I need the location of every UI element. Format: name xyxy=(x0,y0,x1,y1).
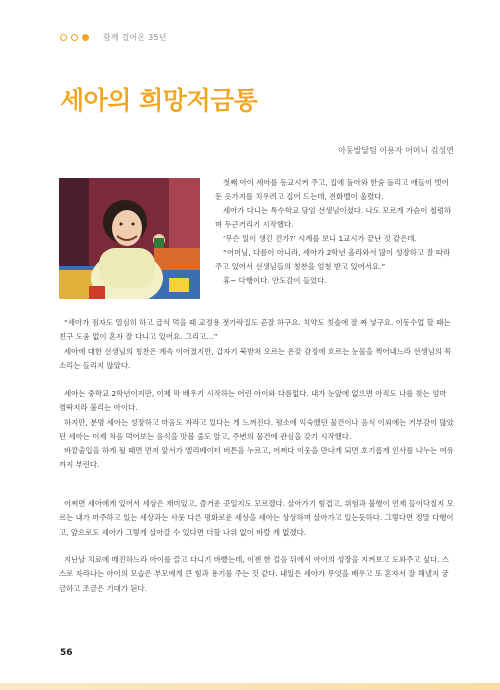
article-title: 세아의 희망저금통 xyxy=(60,86,258,115)
paragraph: 바깥출입을 하게 될 때면 먼저 앞서가 엘리베이터 버튼을 누르고, 어쩌다 이웃을 만나게 되면 호기롭게 인사를 나누는 여유까지 부린다. xyxy=(59,446,454,470)
paragraph: 지난날 치료에 매진하느라 아이를 끌고 다니기 바빴는데, 이젠 한 걸음 뒤에서 아이의 성장을 지켜보고 도와주고 싶다. 스스로 자라나는 아이의 모습은 부모에게 큰 힘과 용기를 주는 것 같다. 내일은 세아가 무엇을 배우고 또 혼자서 잘 해낼지 궁금하고 조금은 기대가 된다. xyxy=(59,555,449,593)
running-header xyxy=(60,32,167,43)
paragraph: 어쩌면 세아에게 있어서 세상은 재미있고, 즐거운 곳일지도 모르겠다. 살아가기 힘겹고, 위험과 불행이 언제 들이닥칠지 모르는 내가 마주하고 있는 세상과는 사뭇 다른 평화로운 세상을 세아는 상상하며 살아가고 있는듯하다. 그렇다면 정말 다행이고, 앞으로도 세아가 그렇게 살아갈 수 있다면 더할 나위 없이 바랄 게 없겠다. xyxy=(59,499,454,537)
body-section-3 xyxy=(59,497,455,540)
child-photo xyxy=(59,178,200,299)
paragraph: 하지만, 분명 세아는 성장하고 마음도 자라고 있다는 게 느껴진다. 평소에 익숙했던 물건이나 음식 이외에는 거부감이 많았던 세아는 이제 처음 먹어보는 음식을 맛볼 줄도 알고, 주변의 물건에 관심을 갖기 시작했다. xyxy=(59,417,454,441)
footer-bar xyxy=(0,683,500,690)
article-author: 아동발달팀 이용자 어머니 김성연 xyxy=(338,146,454,155)
paragraph: ‘무슨 일이 생긴 건가?’ 시계를 보니 1교시가 끝난 것 같은데. xyxy=(223,234,417,243)
paragraph: 세아가 다니는 특수학교 담임 선생님이셨다. 나도 모르게 가슴이 철렁하며 두근거리기 시작했다. xyxy=(215,206,452,229)
body-section-1 xyxy=(59,316,455,373)
paragraph: 세아는 중학교 2학년이지만, 이제 막 배우기 시작하는 어린 아이와 다름없다. 내가 눈앞에 없으면 아직도 나를 찾는 엄마 껌딱지라 불리는 아이다. xyxy=(59,389,447,413)
intro-section xyxy=(215,176,455,288)
circle-outline-icon xyxy=(60,34,67,41)
body-section-4 xyxy=(59,553,455,596)
paragraph: 휴~ 다행이다. 안도감이 들었다. xyxy=(223,276,327,285)
paragraph: “어머님, 다름이 아니라, 세아가 2학년 올라와서 많이 성장하고 잘 따라주고 있어서 선생님들의 칭찬을 엄청 받고 있어서요.” xyxy=(215,248,451,271)
page-number: 56 xyxy=(60,648,73,658)
paragraph: “세아가 점자도 열심히 하고 급식 먹을 때 교정용 젓가락질도 곧잘 하구요. 치약도 칫솔에 잘 짜 넣구요. 이동수업 할 때는 친구 도움 없이 혼자 잘 다니고 있어요. 그리고…” xyxy=(59,318,451,342)
child-photo-illustration xyxy=(59,178,200,299)
circle-filled-icon xyxy=(82,34,89,41)
paragraph: 세아에 대한 선생님의 칭찬은 계속 이어졌지만, 갑자기 북받쳐 오르는 온갖 감정에 흐르는 눈물을 찍어내느라 선생님의 목소리는 들리지 않았다. xyxy=(59,346,452,370)
circle-outline-icon xyxy=(71,34,78,41)
paragraph: 첫째 아이 세아를 등교시켜 주고, 집에 돌아와 한숨 돌리고 애들이 벗어 둔 옷가지를 치우려고 집어 드는데, 전화벨이 울렸다. xyxy=(215,178,449,201)
body-section-2 xyxy=(59,387,455,473)
section-label: 함께 걸어온 35년 xyxy=(103,33,167,42)
